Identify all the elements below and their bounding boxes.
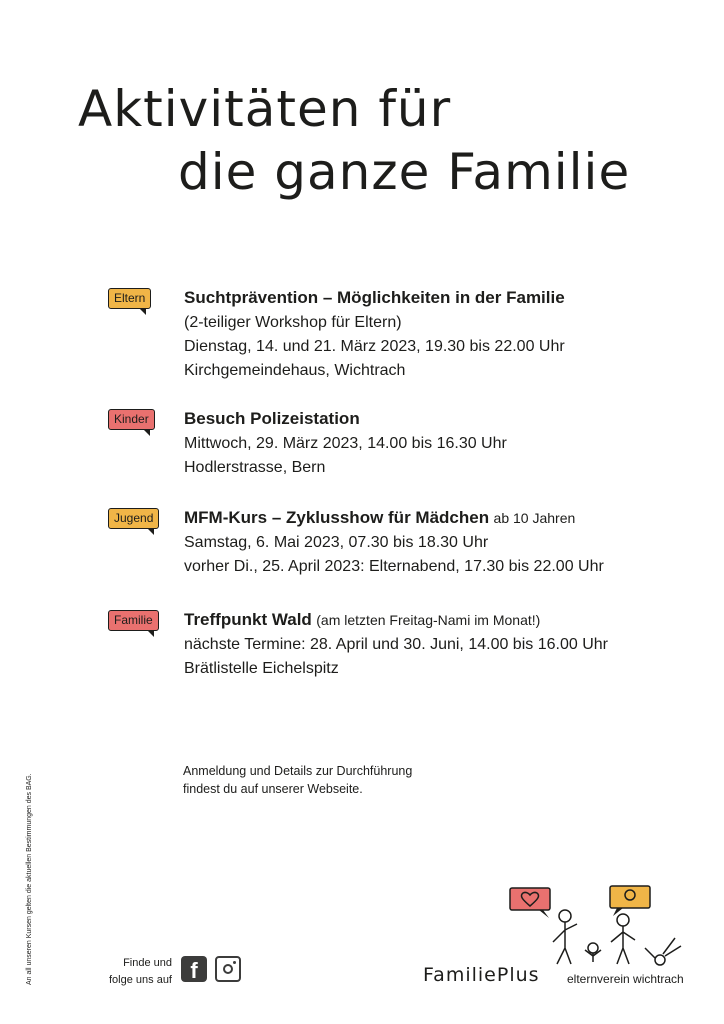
event-line: Kirchgemeindehaus, Wichtrach [184,362,406,379]
event-title: Treffpunkt Wald [184,610,312,629]
brand-subtitle: elternverein wichtrach [567,972,684,986]
event-line: nächste Termine: 28. April und 30. Juni, 14.00 bis 16.00 Uhr [184,636,608,653]
registration-note: Anmeldung und Details zur Durchführung findest du auf unserer Webseite. [183,764,413,796]
event-title: Besuch Polizeistation [184,409,360,428]
event-line: Mittwoch, 29. März 2023, 14.00 bis 16.30 Uhr [184,435,507,452]
page-title-line-1: Aktivitäten für [78,80,452,138]
badge-familie: Familie [108,610,159,631]
brand-logo: FamiliePlus [423,964,540,986]
event-extra: ab 10 Jahren [493,510,576,526]
event-line: Hodlerstrasse, Bern [184,459,326,476]
event-title: MFM-Kurs – Zyklusshow für Mädchen [184,508,490,527]
badge-eltern: Eltern [108,288,151,309]
page-title-line-2: die ganze Familie [178,143,631,201]
event-line: Dienstag, 14. und 21. März 2023, 19.30 bis 22.00 Uhr [184,338,565,355]
event-line: (2-teiliger Workshop für Eltern) [184,314,402,331]
event-title: Suchtprävention – Möglichkeiten in der Familie [184,288,565,307]
event-line: Brätlistelle Eichelspitz [184,660,339,677]
event-line: Samstag, 6. Mai 2023, 07.30 bis 18.30 Uhr [184,534,489,551]
instagram-icon[interactable] [215,956,241,982]
follow-us-text: Finde und folge uns auf [109,957,172,986]
event-line: vorher Di., 25. April 2023: Elternabend, 17.30 bis 22.00 Uhr [184,558,604,575]
badge-kinder: Kinder [108,409,155,430]
family-illustration-icon [505,880,695,970]
side-note: An all unseren Kursen gelten die aktuellen Bestimmungen des BAG. [26,773,33,985]
event-extra: (am letzten Freitag-Nami im Monat!) [316,612,541,628]
facebook-icon[interactable]: f [181,956,207,982]
badge-jugend: Jugend [108,508,159,529]
